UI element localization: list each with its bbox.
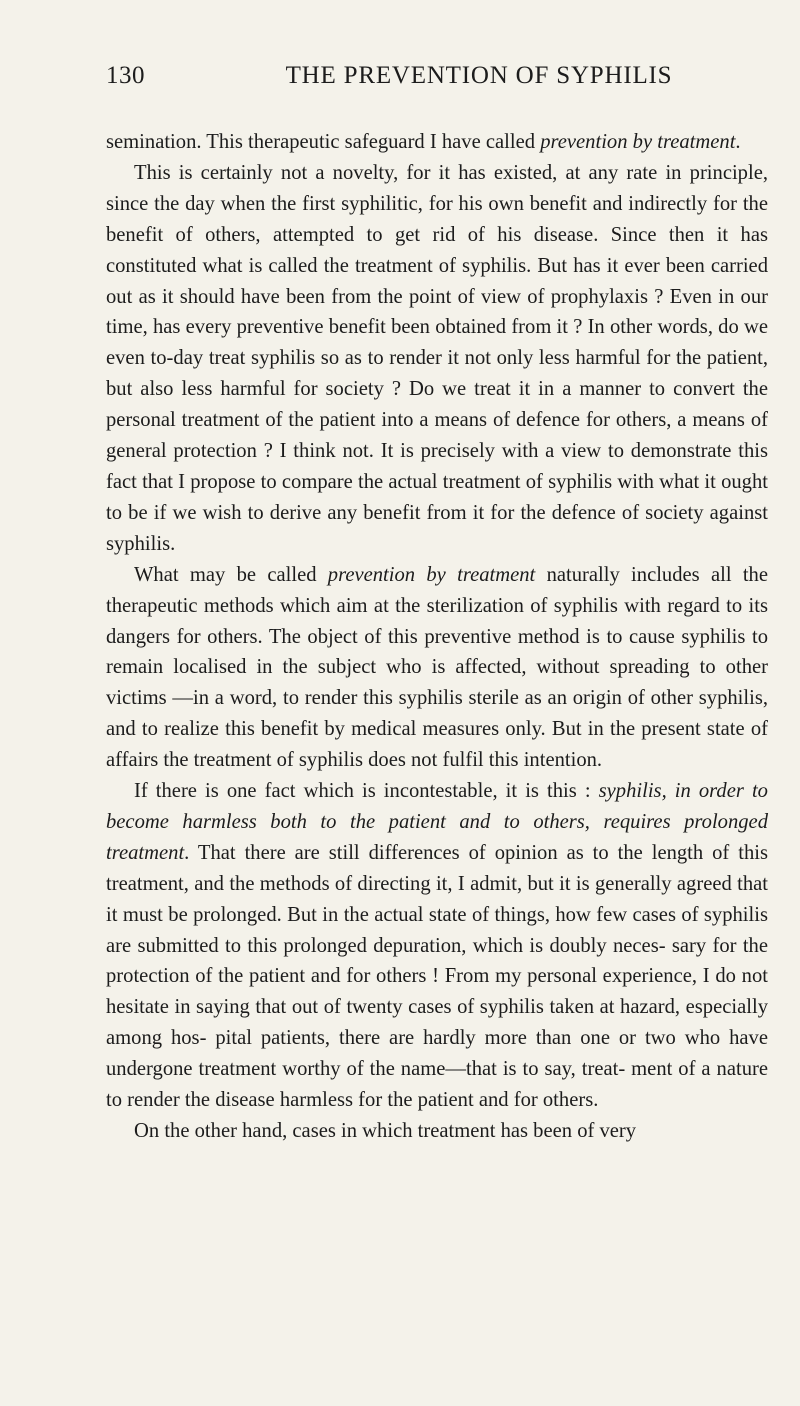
- paragraph-2: [106, 158, 768, 560]
- text-segment: semination. This therapeutic safeguard I have called: [106, 131, 541, 153]
- text-segment: If there is one fact which is incontestable, it is this :: [134, 780, 599, 803]
- paragraph-4: [106, 776, 768, 1116]
- text-segment: naturally includes all the therapeutic methods which aim at the sterilization of syphilis with regard to its dangers for others. The object of this preventive method is to cause syphilis to remain localised in the subject who is affected, without spreading to other victims —in a word, to render this syphilis sterile as an origin of other syphilis, and to realize this benefit by medical measures only. But in the present state of affairs the treatment of syphilis does not fulfil this intention.: [106, 563, 768, 772]
- text-segment: On the other hand, cases in which treatment has been of very: [134, 1120, 637, 1142]
- paragraph-3: [106, 560, 768, 776]
- text-segment: What may be called: [134, 563, 328, 586]
- text-segment: . That there are still differences of opinion as to the length of this treatment, and the methods of directing it, I admit, but it is generally agreed that it must be prolonged. But in the actual state of things, how few cases of syphilis are submitted to this prolonged depuration, which is doubly neces- sary for the protection of the patient and for others ! From my personal experience, I do not hesitate in saying that out of twenty cases of syphilis taken at hazard, especially among hos- pital patients, there are hardly more than one or two who have undergone treatment worthy of the name—that is to say, treat- ment of a nature to render the disease harmless for the patient and for others.: [106, 841, 768, 1112]
- italic-phrase: syphilis, in order to become harmless both to the patient and to others, requires prolonged treatment: [106, 780, 768, 864]
- italic-phrase: prevention by treatment: [327, 563, 536, 586]
- text-segment: .: [735, 131, 741, 153]
- paragraph-1: [106, 127, 768, 158]
- paragraph-5: [106, 1116, 768, 1147]
- text-segment: This is certainly not a novelty, for it has existed, at any rate in principle, since the day when the first syphilitic, for his own benefit and indirectly for the benefit of others, attempted to get rid of his disease. Since then it has constituted what is called the treatment of syphilis. But has it ever been carried out as it should have been from the point of view of prophylaxis ? Even in our time, has every preventive benefit been obtained from it ? In other words, do we even to-day treat syphilis so as to render it not only less harmful for the patient, but also less harmful for society ? Do we treat it in a manner to convert the personal treatment of the patient into a means of defence for others, a means of general protection ? I think not. It is precisely with a view to demonstrate this fact that I propose to compare the actual treatment of syphilis with what it ought to be if we wish to derive any benefit from it for the defence of society against syphilis.: [106, 161, 768, 555]
- running-header: [106, 62, 766, 102]
- running-title: THE PREVENTION OF SYPHILIS: [285, 62, 673, 89]
- italic-phrase: prevention by treatment: [540, 131, 736, 153]
- body-text: [106, 127, 768, 1147]
- page-number: 130: [106, 62, 145, 89]
